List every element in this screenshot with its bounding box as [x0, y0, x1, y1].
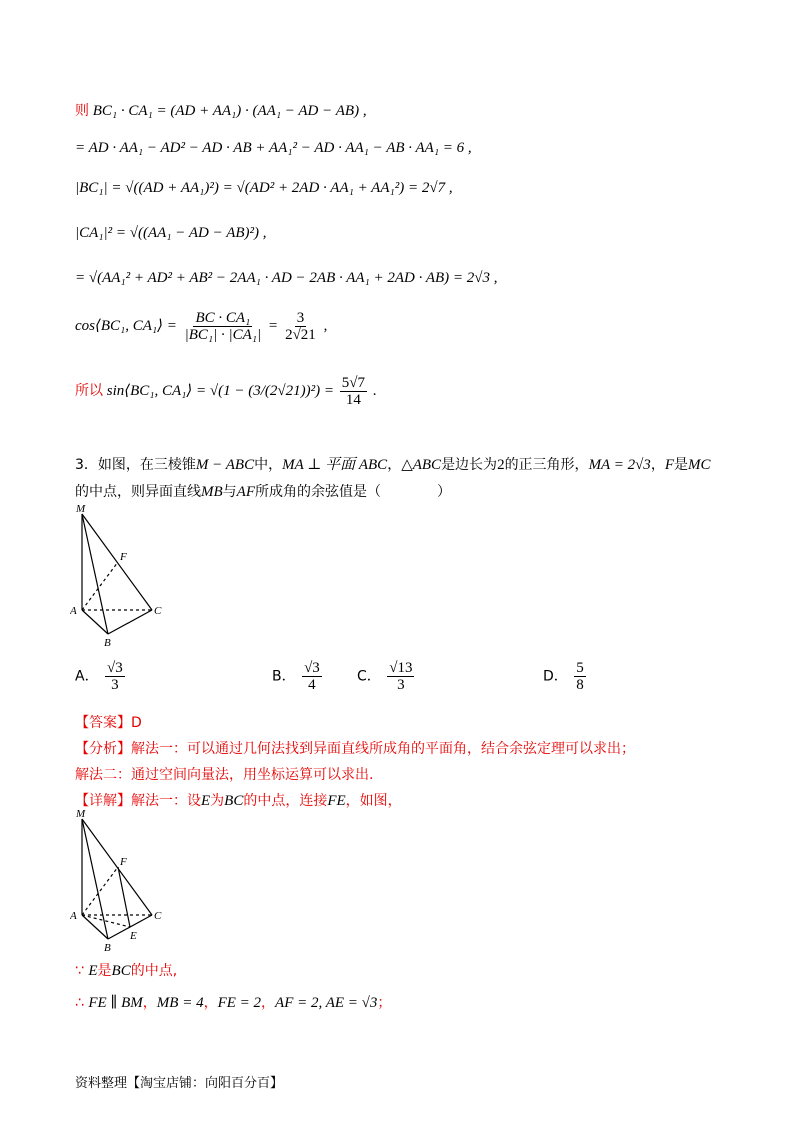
sin-result-denominator: 14 [345, 392, 361, 408]
analysis-line-2: 解法二：通过空间向量法，用坐标运算可以求出. [75, 767, 374, 783]
option-c[interactable] [357, 660, 416, 693]
cos-numerator: BC · CA₁ [195, 310, 251, 326]
reasoning-text: 是 [97, 963, 112, 979]
label-B: B [104, 942, 111, 954]
answer-value: D [131, 715, 142, 731]
solution-line-2: = AD · AA₁ − AD² − AD · AB + AA₁² − AD · AA₁ − AB · AA₁ = 6 , [75, 140, 472, 156]
detail-tag: 【详解】 [75, 793, 131, 809]
solution-line-4: |CA₁|² = √((AA₁ − AD − AB)²) , [75, 225, 267, 241]
cos-result-fraction [283, 310, 318, 343]
question-math: △ABC [401, 457, 442, 473]
question-text: 3．如图，在三棱锥 [75, 457, 196, 473]
option-c-fraction [387, 660, 414, 693]
reasoning-math: AF = 2, AE = √3 [275, 995, 378, 1011]
option-b-denominator: 4 [308, 677, 316, 693]
sin-result-fraction [340, 375, 367, 408]
label-A: A [70, 605, 77, 617]
analysis-text-1: 解法一：可以通过几何法找到异面直线所成角的平面角，结合余弦定理可以求出； [131, 741, 635, 757]
reasoning-math: FE = 2 [217, 995, 262, 1011]
sin-end: . [372, 382, 377, 399]
option-d-fraction [574, 660, 586, 693]
cos-result-denominator: 2√21 [285, 327, 316, 343]
page-footer: 资料整理【淘宝店铺：向阳百分百】 [75, 1076, 284, 1091]
solution-prefix-then: 则 [75, 103, 89, 119]
therefore-symbol: ∴ [75, 995, 84, 1011]
solution-line-7 [75, 375, 376, 408]
option-b-fraction [302, 660, 322, 693]
option-d[interactable] [543, 660, 588, 693]
sin-mid: √(1 − (3/(2√21))²) = [209, 382, 334, 399]
question-math: F [664, 457, 674, 473]
label-B: B [104, 637, 111, 649]
reasoning-text: ， [261, 995, 276, 1011]
detail-text: 为 [210, 793, 225, 809]
question-math: MB [201, 484, 223, 500]
detail-math: FE [327, 793, 346, 809]
solution-line-1 [75, 100, 367, 120]
option-c-label: C． [357, 668, 381, 685]
segment-AF-hidden [82, 562, 118, 610]
option-a-numerator: √3 [107, 660, 123, 676]
option-b-numerator: √3 [304, 660, 320, 676]
reasoning-text: 的中点, [130, 963, 178, 979]
question-math: MA = 2√3 [588, 457, 651, 473]
answer-tag: 【答案】 [75, 715, 131, 731]
tetrahedron-figure-1 [70, 500, 180, 650]
cos-end: , [323, 317, 328, 334]
analysis-tag: 【分析】 [75, 741, 131, 757]
segment-AF-hidden [82, 867, 118, 915]
cos-result-numerator: 3 [296, 310, 305, 326]
cos-equals: = [268, 317, 278, 334]
analysis-line-1 [75, 738, 635, 758]
reasoning-math: MB = 4 [156, 995, 204, 1011]
option-d-denominator: 8 [576, 677, 584, 693]
sin-result-numerator: 5√7 [341, 375, 365, 391]
question-math: M − ABC [195, 457, 255, 473]
cos-fraction [183, 310, 264, 343]
question-line-1 [75, 453, 710, 474]
reasoning-text: ， [142, 995, 157, 1011]
question-text: 中， [254, 457, 283, 473]
question-text: 与 [222, 484, 237, 500]
tetrahedron-figure-2 [70, 805, 180, 955]
label-A: A [70, 910, 77, 922]
solution-line-6 [75, 310, 327, 343]
question-math: MC [687, 457, 711, 473]
label-M: M [76, 503, 86, 515]
option-a-label: A． [75, 668, 99, 685]
question-line-2 [75, 481, 451, 501]
solution-eq-1: BC₁ · CA₁ = (AD + AA₁) · (AA₁ − AD − AB) , [92, 103, 367, 119]
reasoning-text: ， [203, 995, 218, 1011]
label-M: M [76, 808, 86, 820]
reasoning-math: BC [111, 963, 131, 979]
option-c-numerator: √13 [389, 660, 413, 676]
question-text: 是 [673, 457, 688, 473]
detail-text: 的中点，连接 [243, 793, 328, 809]
answer-line [75, 712, 142, 732]
because-symbol: ∵ [75, 963, 84, 979]
question-text: 的中点，则异面直线 [75, 484, 201, 500]
sin-lhs: sin⟨BC₁, CA₁⟩ = [106, 382, 207, 399]
question-math: MA ⊥ 平面 ABC [282, 457, 388, 473]
detail-text: ，如图， [345, 793, 402, 809]
detail-math: E [201, 793, 211, 809]
question-text: 的正三角形， [504, 457, 589, 473]
option-b[interactable] [272, 660, 324, 693]
question-math: AF [236, 484, 255, 500]
label-E: E [130, 930, 137, 942]
reasoning-line-1 [75, 960, 177, 980]
question-text: ， [650, 457, 665, 473]
label-F: F [120, 856, 127, 868]
option-d-label: D． [543, 668, 568, 685]
label-C: C [154, 605, 162, 617]
option-c-denominator: 3 [397, 677, 405, 693]
question-text: 所成角的余弦值是（ ） [255, 484, 451, 500]
question-text: ， [387, 457, 402, 473]
solution-prefix-so: 所以 [75, 382, 103, 399]
option-d-numerator: 5 [576, 660, 584, 676]
question-text: 是边长为 [441, 457, 498, 473]
detail-text: 解法一：设 [131, 793, 201, 809]
reasoning-text: ； [377, 995, 392, 1011]
label-C: C [154, 910, 162, 922]
option-a-fraction [105, 660, 125, 693]
edge-BC [108, 610, 152, 634]
reasoning-line-2 [75, 992, 391, 1012]
detail-math: BC [224, 793, 244, 809]
label-F: F [120, 551, 127, 563]
cos-lhs: cos⟨BC₁, CA₁⟩ = [75, 317, 177, 334]
reasoning-math: FE ∥ BM [88, 995, 143, 1011]
cos-denominator: |BC₁| · |CA₁| [184, 327, 262, 343]
reasoning-math: E [88, 963, 98, 979]
option-b-label: B． [272, 668, 296, 685]
option-a-denominator: 3 [111, 677, 119, 693]
question-math: 2 [497, 457, 505, 473]
solution-line-5: = √(AA₁² + AD² + AB² − 2AA₁ · AD − 2AB · AA₁ + 2AD · AB) = 2√3 , [75, 270, 498, 286]
solution-line-3: |BC₁| = √((AD + AA₁)²) = √(AD² + 2AD · AA₁ + AA₁²) = 2√7 , [75, 180, 453, 196]
option-a[interactable] [75, 660, 127, 693]
